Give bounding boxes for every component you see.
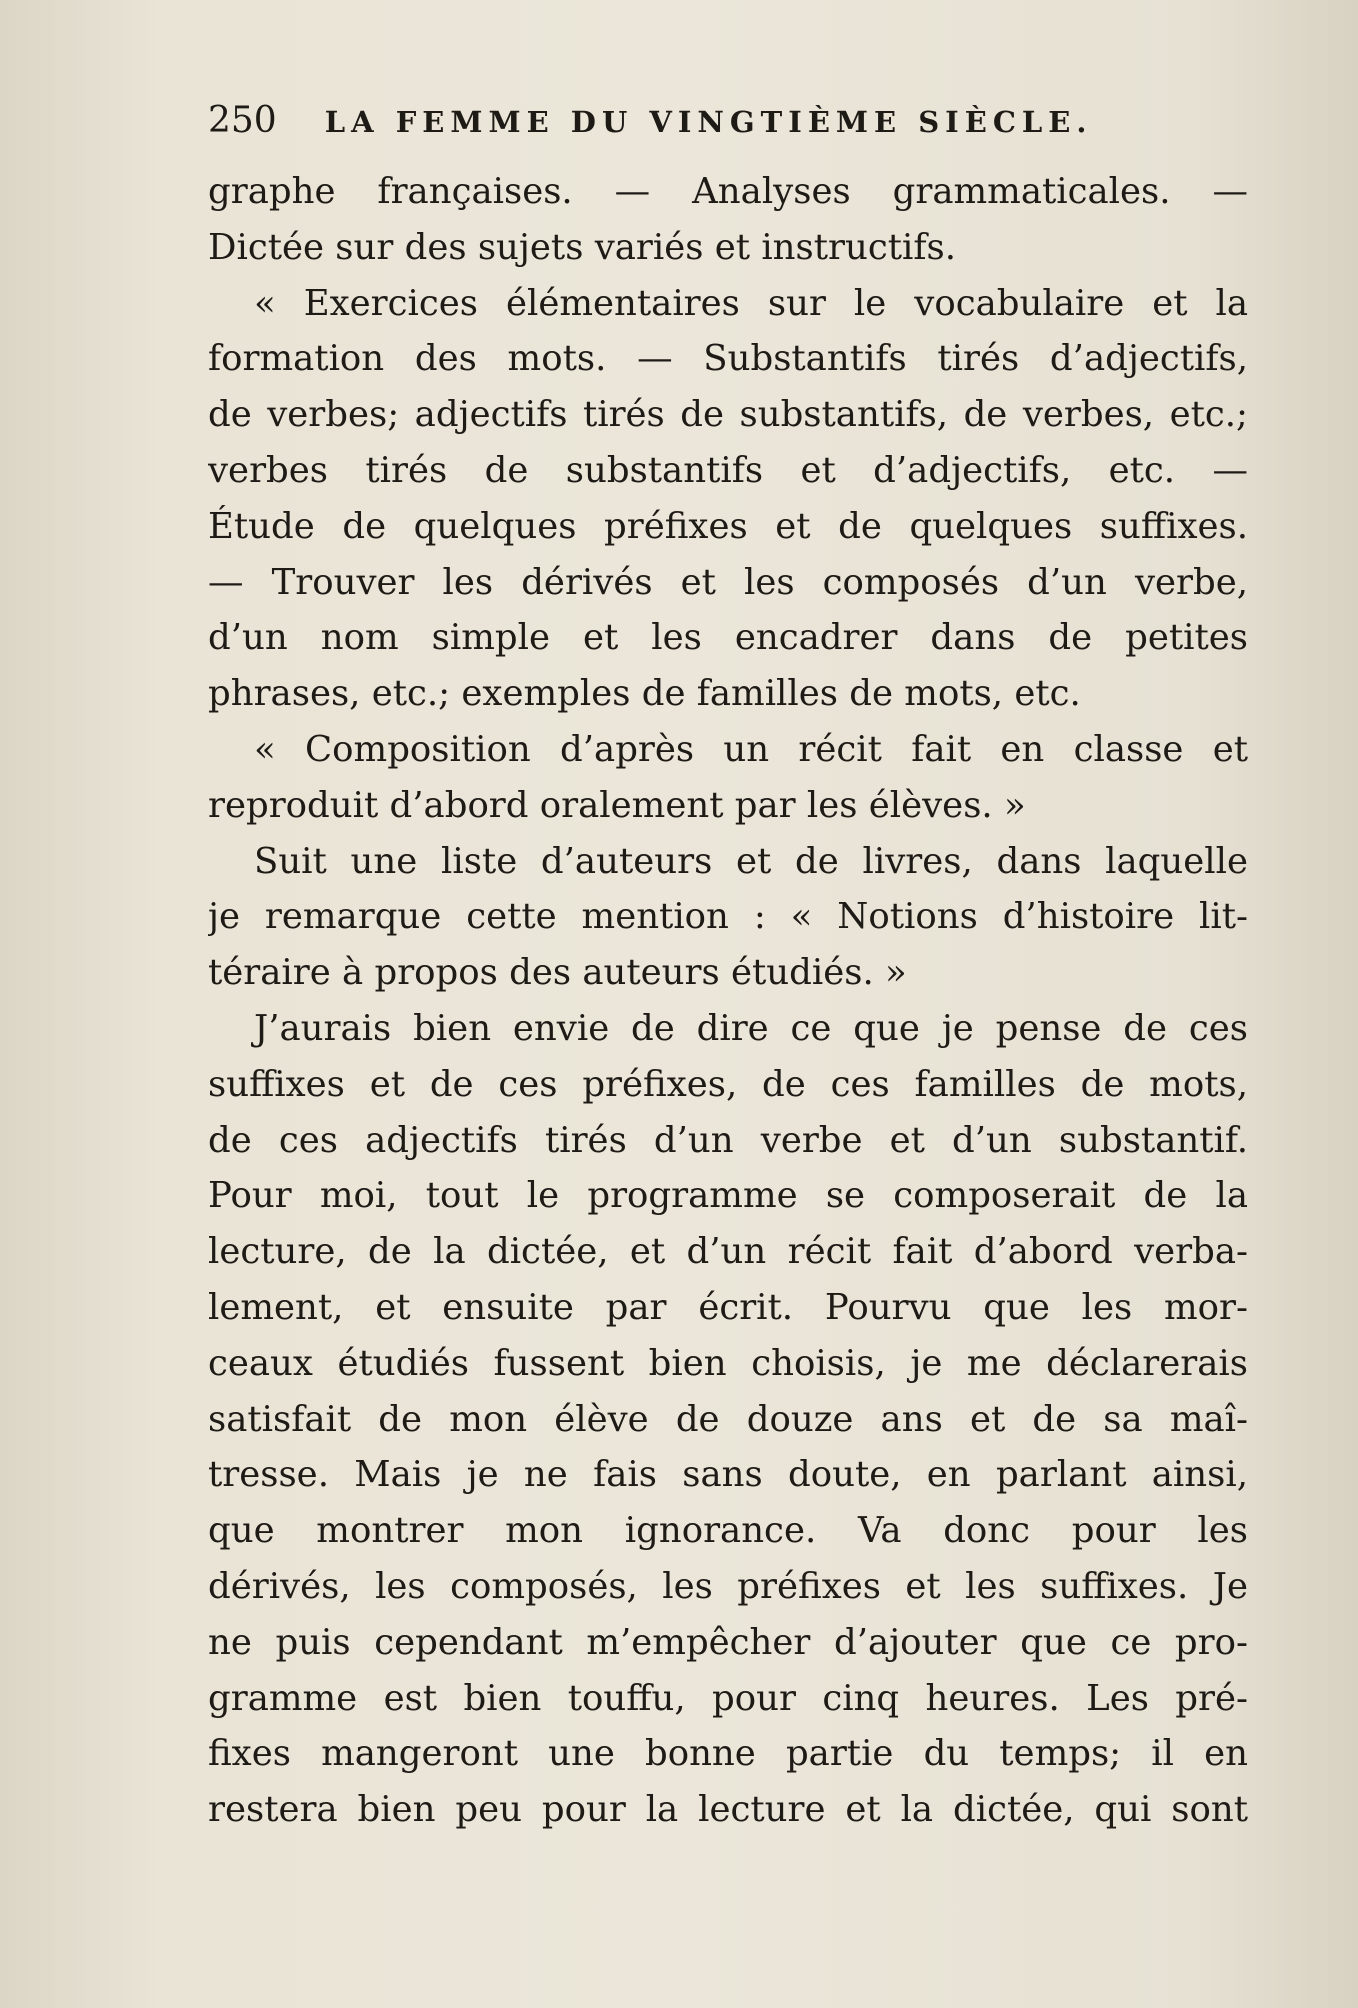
text-line: ceaux étudiés fussent bien choisis, je me déclarerais [208,1342,1248,1384]
text-line: de ces adjectifs tirés d’un verbe et d’un substantif. [208,1119,1248,1161]
text-line: gramme est bien touffu, pour cinq heures. Les pré- [208,1677,1248,1719]
text-line: Suit une liste d’auteurs et de livres, dans laquelle [254,840,1248,882]
text-line: je remarque cette mention : « Notions d’histoire lit- [208,896,1248,938]
text-line: de verbes; adjectifs tirés de substantifs, de verbes, etc.; [208,394,1248,436]
text-line: que montrer mon ignorance. Va donc pour les [208,1510,1248,1552]
text-line: satisfait de mon élève de douze ans et de sa maî- [208,1398,1248,1440]
text-line: formation des mots. — Substantifs tirés d’adjectifs, [208,338,1248,380]
text-line: J’aurais bien envie de dire ce que je pense de ces [254,1007,1248,1049]
text-line: — Trouver les dérivés et les composés d’un verbe, [208,561,1248,603]
running-head [208,100,1248,156]
text-line: téraire à propos des auteurs étudiés. » [208,952,907,994]
text-line: suffixes et de ces préfixes, de ces familles de mots, [208,1063,1248,1105]
page-content [208,100,1248,1838]
text-line: restera bien peu pour la lecture et la dictée, qui sont [208,1789,1248,1831]
text-line: « Exercices élémentaires sur le vocabulaire et la [254,282,1248,324]
text-line: Étude de quelques préfixes et de quelques suffixes. [208,505,1248,547]
body-text [208,164,1248,1838]
text-line: « Composition d’après un récit fait en classe et [254,728,1248,770]
page-number: 250 [208,100,277,141]
text-line: verbes tirés de substantifs et d’adjectifs, etc. — [208,449,1248,491]
text-line: dérivés, les composés, les préfixes et les suffixes. Je [208,1565,1248,1607]
text-line: lement, et ensuite par écrit. Pourvu que les mor- [208,1286,1248,1328]
text-line: ne puis cependant m’empêcher d’ajouter que ce pro- [208,1621,1248,1663]
text-line: Pour moi, tout le programme se composerait de la [208,1175,1248,1217]
text-line: Dictée sur des sujets variés et instructifs. [208,226,956,268]
text-line: d’un nom simple et les encadrer dans de petites [208,617,1248,659]
running-title: LA FEMME DU VINGTIÈME SIÈCLE. [324,105,1093,139]
text-line: phrases, etc.; exemples de familles de mots, etc. [208,673,1081,715]
text-line: fixes mangeront une bonne partie du temps; il en [208,1733,1248,1775]
text-line: lecture, de la dictée, et d’un récit fait d’abord verba- [208,1231,1248,1273]
text-line: reproduit d’abord oralement par les élèves. » [208,784,1026,826]
text-line: graphe françaises. — Analyses grammaticales. — [208,171,1248,212]
text-line: tresse. Mais je ne fais sans doute, en parlant ainsi, [208,1454,1248,1496]
